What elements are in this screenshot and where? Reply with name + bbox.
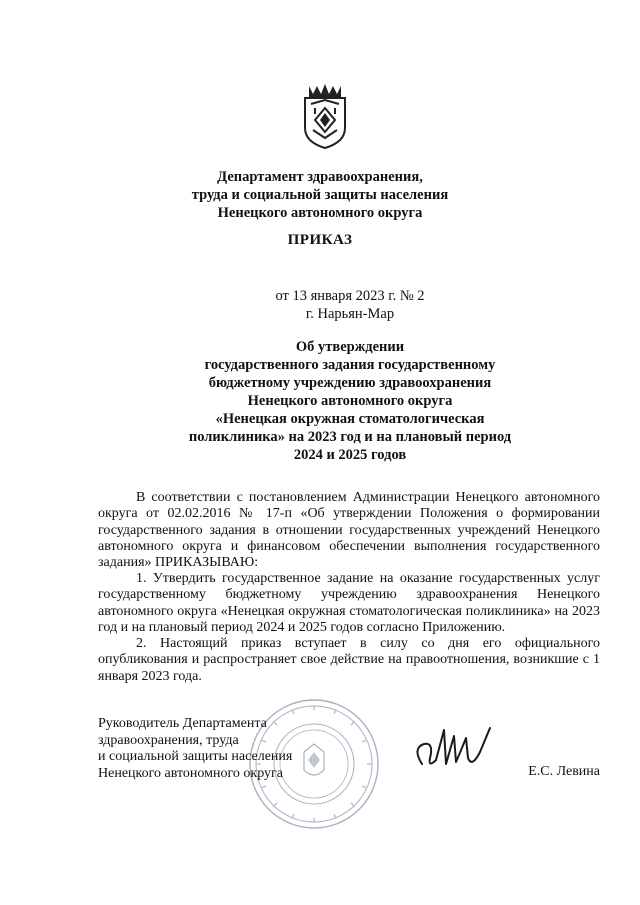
header-line-1: Департамент здравоохранения, — [217, 169, 423, 185]
order-item-2: 2. Настоящий приказ вступает в силу со дня его официального опубликования и распространяет свое действие на правоотношения, возникшие с 1 января 2023 года. — [98, 636, 600, 684]
document-type: ПРИКАЗ — [287, 232, 353, 248]
signatory-line-2: здравоохранения, труда — [98, 732, 239, 748]
department-header — [120, 168, 520, 222]
order-subject — [140, 338, 560, 464]
signatory-line-4: Ненецкого автономного округа — [98, 765, 283, 781]
subject-line-7: 2024 и 2025 годов — [293, 447, 407, 463]
subject-line-2: государственного задания государственному — [204, 357, 496, 373]
subject-line-6: поликлиника» на 2023 год и на плановый период — [188, 429, 512, 445]
subject-line-4: Ненецкого автономного округа — [247, 393, 453, 409]
order-place: г. Нарьян-Мар — [305, 306, 395, 322]
subject-line-5: «Ненецкая окружная стоматологическая — [215, 411, 485, 427]
signatory-line-3: и социальной защиты населения — [98, 749, 293, 764]
subject-line-3: бюджетному учреждению здравоохранения — [208, 375, 492, 391]
order-item-1: 1. Утвердить государственное задание на оказание государственных услуг государственному бюджетному учреждению здравоохранения Ненецкого автономного округа «Ненецкая окружная стоматологическая поликлиника» на 2023 год и на плановый период 2024 и 2025 годов согласно Приложению. — [98, 571, 600, 635]
signatory-name: Е.С. Левина — [528, 764, 600, 779]
header-line-3: Ненецкого автономного округа — [217, 205, 423, 221]
preamble-paragraph: В соответствии с постановлением Администрации Ненецкого автономного округа от 02.02.2016 № 17-п «Об утверждении Положения о формировании государственного задания в отношении государственных учреждений Ненецкого автономного округа и финансовом обеспечении выполнения государственного задания» ПРИКАЗЫВАЮ: — [98, 490, 600, 571]
subject-line-1: Об утверждении — [295, 339, 405, 355]
order-date-number: от 13 января 2023 г. № 2 — [275, 288, 425, 304]
handwritten-signature-icon — [410, 718, 500, 778]
coat-of-arms-icon — [301, 80, 349, 150]
signatory-line-1: Руководитель Департамента — [98, 716, 267, 731]
header-line-2: труда и социальной защиты населения — [191, 187, 449, 203]
signatory-title — [98, 716, 358, 782]
